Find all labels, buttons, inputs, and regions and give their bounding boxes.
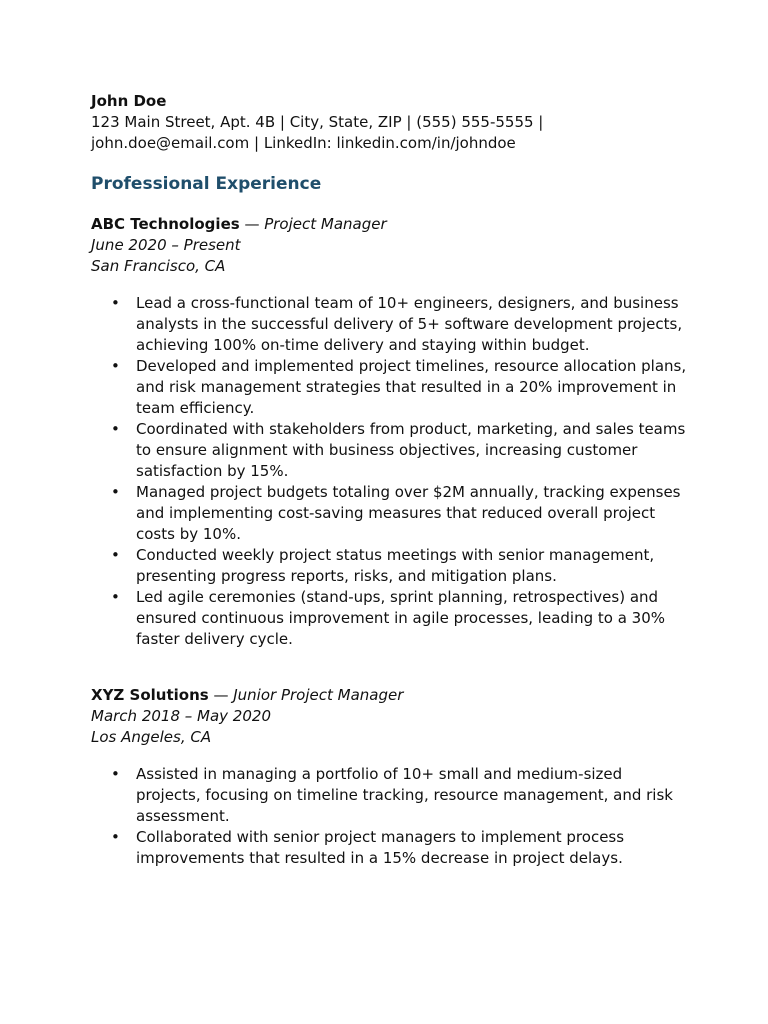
candidate-name: John Doe xyxy=(91,92,167,110)
bullet-text: Assisted in managing a portfolio of 10+ small and medium-sized projects, focusing on timeline tracking, resource management, and risk assessment. xyxy=(136,765,673,825)
list-item xyxy=(91,545,688,587)
contact-line-email: john.doe@email.com | LinkedIn: linkedin.com/in/johndoe xyxy=(91,134,516,152)
job-dates: June 2020 – Present xyxy=(91,236,241,254)
job-header xyxy=(91,214,691,235)
job-bullet-list xyxy=(91,764,691,869)
bullet-text: Developed and implemented project timelines, resource allocation plans, and risk management strategies that resulted in a 20% improvement in team efficiency. xyxy=(136,357,687,417)
job-dates: March 2018 – May 2020 xyxy=(91,707,271,725)
list-item xyxy=(91,827,688,869)
bullet-text: Collaborated with senior project managers to implement process improvements that resulted in a 15% decrease in project delays. xyxy=(136,828,625,867)
company-name: XYZ Solutions xyxy=(91,686,209,704)
title-separator: — xyxy=(239,215,265,233)
bullet-text: Led agile ceremonies (stand-ups, sprint planning, retrospectives) and ensured continuous improvement in agile processes, leading to a 30% faster delivery cycle. xyxy=(136,588,665,648)
bullet-icon: • xyxy=(111,765,120,783)
bullet-icon: • xyxy=(111,357,120,375)
job-bullet-list xyxy=(91,293,691,650)
job-entry-xyz xyxy=(91,685,691,869)
section-title-experience: Professional Experience xyxy=(91,174,322,194)
bullet-icon: • xyxy=(111,483,120,501)
bullet-text: Conducted weekly project status meetings with senior management, presenting progress reports, risks, and mitigation plans. xyxy=(136,546,655,585)
list-item xyxy=(91,482,688,545)
job-header xyxy=(91,685,691,706)
job-role: Junior Project Manager xyxy=(233,686,404,704)
title-separator: — xyxy=(208,686,234,704)
bullet-text: Coordinated with stakeholders from product, marketing, and sales teams to ensure alignment with business objectives, increasing customer satisfaction by 15%. xyxy=(136,420,686,480)
list-item xyxy=(91,587,688,650)
list-item xyxy=(91,764,688,827)
bullet-text: Managed project budgets totaling over $2M annually, tracking expenses and implementing cost-saving measures that reduced overall project costs by 10%. xyxy=(136,483,681,543)
job-location: Los Angeles, CA xyxy=(91,728,212,746)
contact-line-address: 123 Main Street, Apt. 4B | City, State, ZIP | (555) 555-5555 | xyxy=(91,113,544,131)
bullet-icon: • xyxy=(111,546,120,564)
job-location: San Francisco, CA xyxy=(91,257,226,275)
bullet-icon: • xyxy=(111,828,120,846)
list-item xyxy=(91,419,688,482)
bullet-icon: • xyxy=(111,588,120,606)
list-item xyxy=(91,293,688,356)
company-name: ABC Technologies xyxy=(91,215,240,233)
bullet-text: Lead a cross-functional team of 10+ engineers, designers, and business analysts in the successful delivery of 5+ software development projects, achieving 100% on-time delivery and staying within budget. xyxy=(136,294,683,354)
bullet-icon: • xyxy=(111,294,120,312)
list-item xyxy=(91,356,688,419)
job-entry-abc xyxy=(91,214,691,650)
job-role: Project Manager xyxy=(264,215,387,233)
bullet-icon: • xyxy=(111,420,120,438)
resume-content xyxy=(91,91,691,869)
